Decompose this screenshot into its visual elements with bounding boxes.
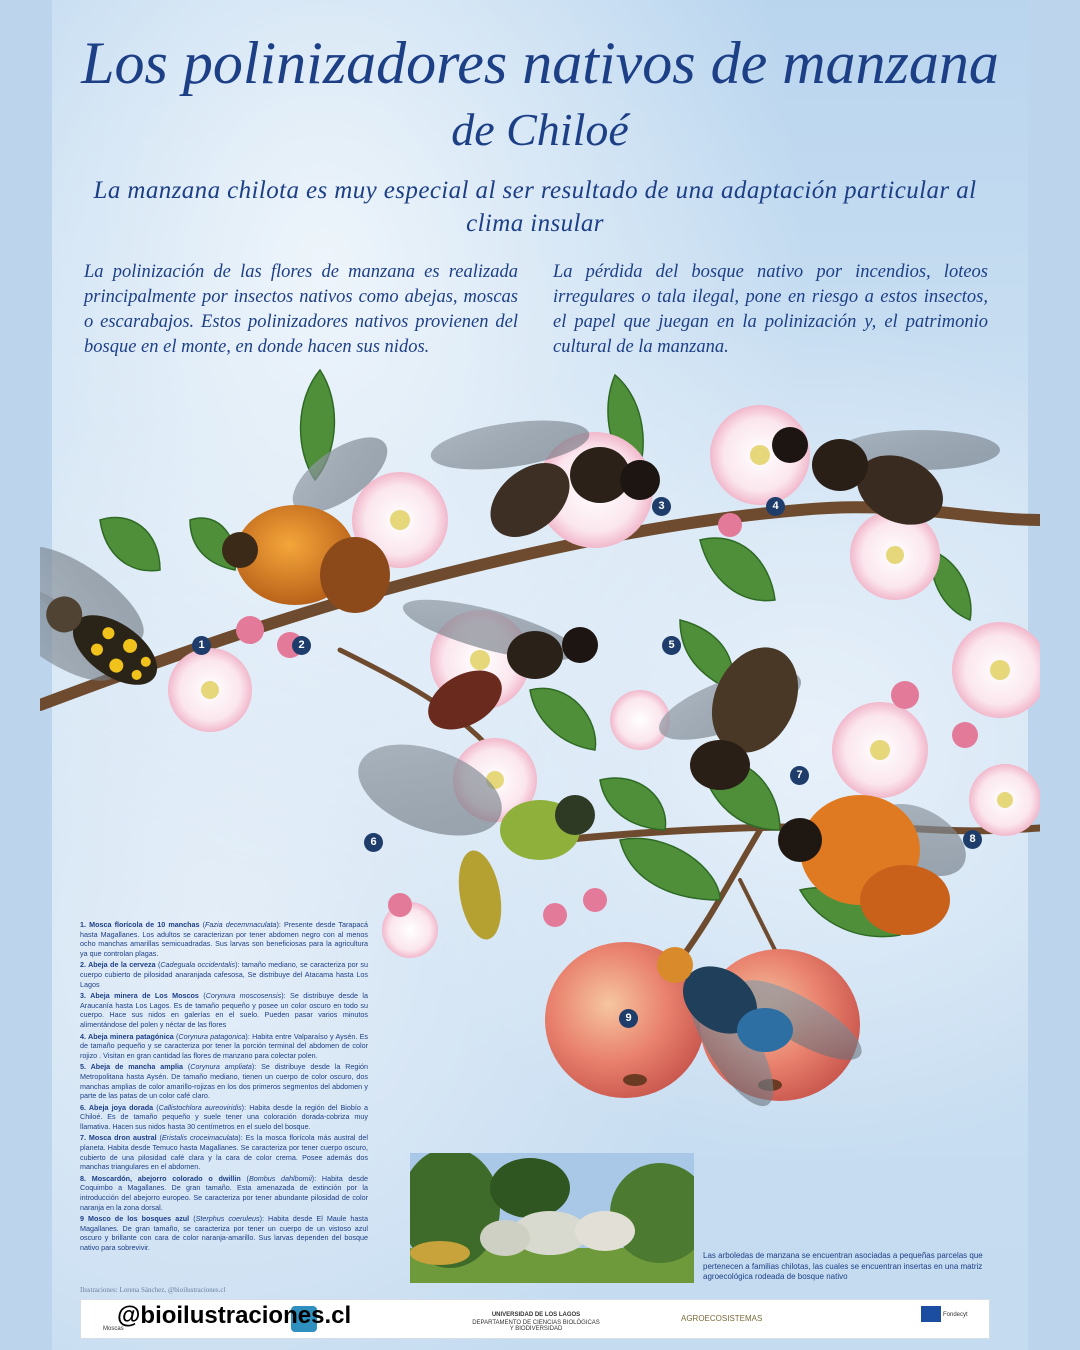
marker-4: 4: [766, 497, 785, 516]
marker-3: 3: [652, 497, 671, 516]
species-item: 9 Mosco de los bosques azul (Sterphus coeruleus): Habita desde El Maule hasta Magallanes. De gran tamaño, se caracteriza por tener un cuerpo de un vistoso azul oscuro y brillante con cara de color naranja-amarillo. Sus larvas dependen del bosque nativo para sobrevivir.: [80, 1214, 368, 1252]
species-item: 8. Moscardón, abejorro colorado o dwillin (Bombus dahlbomii): Habita desde Coquimbo a Magallanes. De gran tamaño. Esta amenazada de extinción por la introducción del abejorro europeo. Se caracteriza por tener abundante pilosidad de color naranja en la zona dorsal.: [80, 1173, 369, 1212]
species-item: 7. Mosca dron austral (Eristalis croceimaculata): Es la mosca florícola más austral del planeta. Habita desde Temuco hasta Magallanes. Se caracteriza por tener cuerpo oscuro, cubierto de una pilosidad café clara y la cara de color crema. Posee además dos manchas triangulares en el abdomen.: [80, 1133, 368, 1172]
illustration-credit: Ilustraciones: Lorena Sánchez, @bioilustraciones.cl: [80, 1286, 226, 1294]
photo-caption: Las arboledas de manzana se encuentran asociadas a pequeñas parcelas que pertenecen a familias chilotas, las cuales se encuentran insertas en una matriz agroecológica rodeada de bosque nativo: [703, 1251, 983, 1281]
insect-7-eristalis-drone-fly: [651, 633, 815, 790]
logo-ulagos-dept: DEPARTAMENTO DE CIENCIAS BIOLÓGICAS Y BIODIVERSIDAD: [472, 1320, 600, 1332]
logo-agroecosistemas: AGROECOSISTEMAS: [681, 1314, 763, 1323]
marker-7: 7: [790, 766, 809, 785]
insect-1-fazia-hoverfly: [40, 529, 185, 717]
logo-fondecyt: Fondecyt: [943, 1312, 968, 1318]
marker-9: 9: [619, 1009, 638, 1028]
marker-6: 6: [364, 833, 383, 852]
species-item: 1. Mosca florícola de 10 manchas (Fazia decemmaculata): Presente desde Tarapacá hasta Magallanes. Los adultos se caracterizan por tener abdomen negro con al menos ocho manchas amarillas semicuadradas. Sus larvas son beneficiosas para la agricultura ya que controlan plagas.: [80, 920, 368, 958]
poster-tagline: La manzana chilota es muy especial al ser resultado de una adaptación particular al clima insular: [93, 177, 977, 237]
marker-2: 2: [292, 636, 311, 655]
poster-subtitle: de Chiloé: [451, 104, 629, 155]
species-item: 4. Abeja minera patagónica (Corynura patagonica): Habita entre Valparaíso y Aysén. Es de tamaño pequeño y se caracteriza por tener la porción terminal del abdomen de color rojizo . Visitan en gran cantidad las flores de manzano para colectar polen.: [80, 1031, 368, 1060]
intro-paragraph-left: La polinización de las flores de manzana es realizada principalmente por insectos nativos como abejas, moscas o escarabajos. Estos polinizadores nativos provienen del bosque en el monte, en donde hacen sus nidos.: [84, 262, 518, 357]
marker-5: 5: [662, 636, 681, 655]
logo-ulagos: UNIVERSIDAD DE LOS LAGOS: [491, 1312, 581, 1318]
social-handle: @bioilustraciones.cl: [117, 1302, 352, 1329]
species-list: [80, 920, 368, 1255]
marker-8: 8: [963, 830, 982, 849]
chile-flag-icon: [921, 1306, 941, 1322]
species-item: 5. Abeja de mancha amplia (Corynura ampliata): Se distribuye desde la Región Metropolitana hasta Aysén. De tamaño mediano, tienen un cuerpo de color oscuro, dos manchas amplias de color amarillo-rojizas en los dos primeros segmentos del abdomen y parte de las patas de un color café claro.: [80, 1062, 368, 1101]
species-item: 3. Abeja minera de Los Moscos (Corynura moscosensis): Se distribuye desde la Araucanía hasta Los Lagos. Es de tamaño pequeño y posee un color oscuro en todo su cuerpo. Hace sus nidos en galerías en el suelo. Pueden pasar varios minutos alimentándose del polen y néctar de las flores: [80, 991, 369, 1029]
logo-moscas: Moscas: [103, 1326, 124, 1332]
poster-title: Los polinizadores nativos de manzana: [81, 30, 999, 96]
orchard-photo: [410, 1153, 694, 1283]
intro-paragraph-right: La pérdida del bosque nativo por incendios, loteos irregulares o tala ilegal, pone en riesgo a estos insectos, el papel que juegan en la polinización y, el patrimonio cultural de la manzana.: [553, 262, 988, 357]
species-item: 2. Abeja de la cerveza (Cadeguala occidentalis): tamaño mediano, se caracteriza por su cuerpo cubierto de pilosidad anaranjada cafesosa, Se distribuye del Atacama hasta Los Lagos: [80, 960, 368, 989]
insect-8-bombus-dahlbomii: [778, 789, 978, 935]
marker-1: 1: [192, 636, 211, 655]
species-item: 6. Abeja joya dorada (Callistochlora aureoviridis): Habita desde la región del Biobío a Chiloé. Es de tamaño pequeño y suele tener una coloración dorada-cobriza muy llamativa. Hacen sus nidos hasta 30 centímetros en el suelo del bosque.: [80, 1102, 368, 1131]
